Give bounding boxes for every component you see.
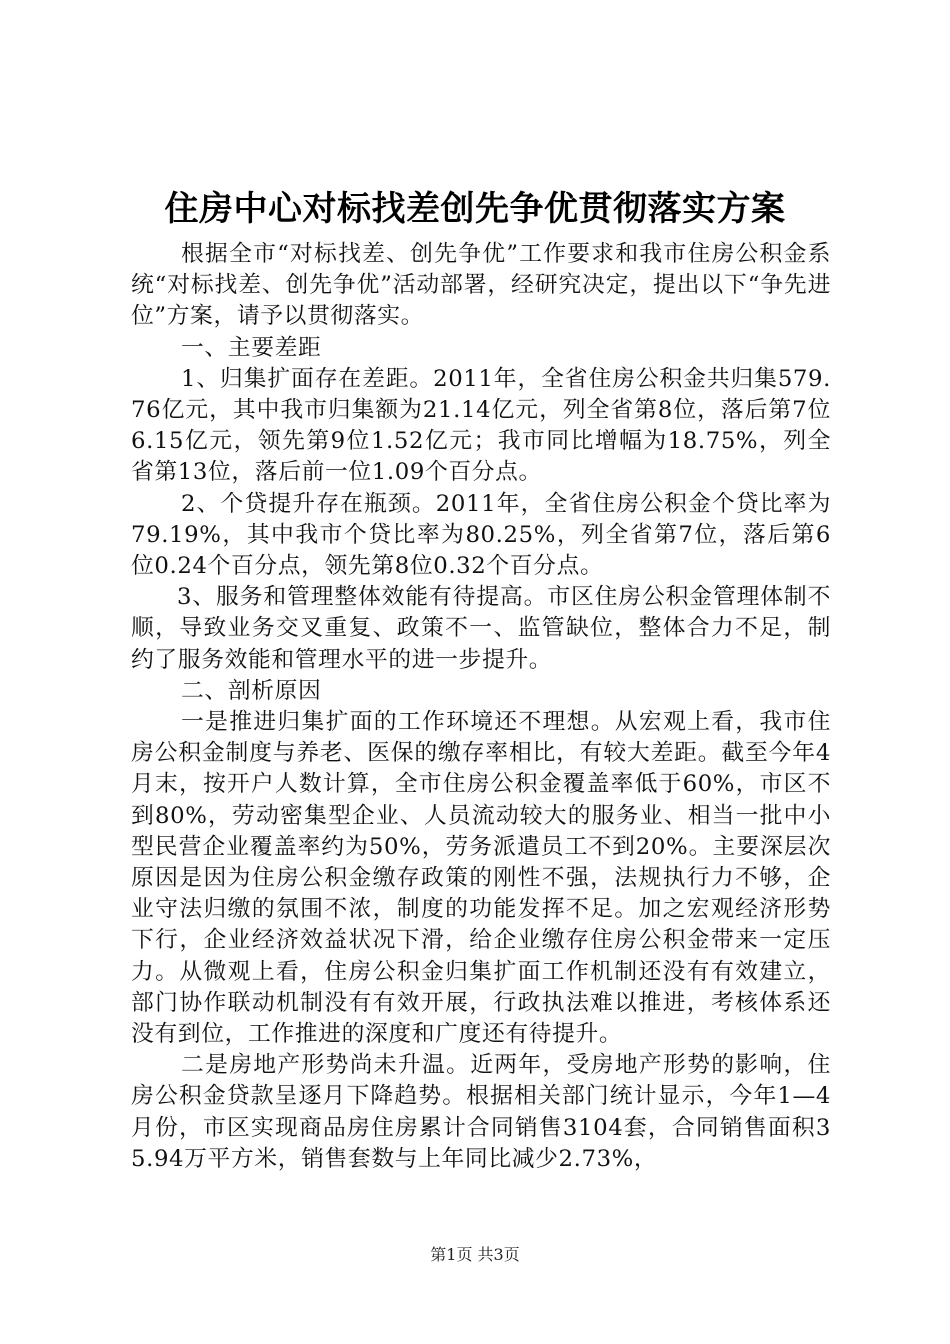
cause-paragraph-environment: 一是推进归集扩面的工作环境还不理想。从宏观上看，我市住房公积金制度与养老、医保的缴存率相比，有较大差距。截至今年4月末，按开户人数计算，全市住房公积金覆盖率低于60%，市区不到80%，劳动密集型企业、人员流动较大的服务业、相当一批中小型民营企业覆盖率约为50%，劳务派遣员工不到20%。主要深层次原因是因为住房公积金缴存政策的刚性不强，法规执行力不够，企业守法归缴的氛围不浓，制度的功能发挥不足。加之宏观经济形势下行，企业经济效益状况下滑，给企业缴存住房公积金带来一定压力。从微观上看，住房公积金归集扩面工作机制还没有有效建立，部门协作联动机制没有有效开展，行政执法难以推进，考核体系还没有到位，工作推进的深度和广度还有待提升。	[131, 709, 831, 1048]
gap-paragraph-loans: 2、个贷提升存在瓶颈。2011年，全省住房公积金个贷比率为79.19%，其中我市个贷比率为80.25%，列全省第7位，落后第6位0.24个百分点，领先第8位0.32个百分点。	[131, 490, 831, 580]
document-body	[131, 239, 831, 1175]
gap-paragraph-collection: 1、归集扩面存在差距。2011年，全省住房公积金共归集579.76亿元，其中我市归集额为21.14亿元，列全省第8位，落后第7位6.15亿元，领先第9位1.52亿元；我市同比增幅为18.75%，列全省第13位，落后前一位1.09个百分点。	[131, 365, 831, 486]
document-title: 住房中心对标找差创先争优贯彻落实方案	[164, 189, 786, 229]
intro-paragraph: 根据全市“对标找差、创先争优”工作要求和我市住房公积金系统“对标找差、创先争优”活动部署，经研究决定，提出以下“争先进位”方案，请予以贯彻落实。	[131, 241, 831, 330]
cause-paragraph-real-estate: 二是房地产形势尚未升温。近两年，受房地产形势的影响，住房公积金贷款呈逐月下降趋势。根据相关部门统计显示，今年1—4月份，市区实现商品房住房累计合同销售3104套，合同销售面积35.94万平方米，销售套数与上年同比减少2.73%，	[131, 1052, 831, 1172]
section-heading-causes: 二、剖析原因	[181, 677, 322, 704]
page-indicator: 第1页 共3页	[430, 1245, 520, 1264]
gap-paragraph-service: 3、服务和管理整体效能有待提高。市区住房公积金管理体制不顺，导致业务交叉重复、政策不一、监管缺位，整体合力不足，制约了服务效能和管理水平的进一步提升。	[131, 584, 831, 673]
section-heading-gaps: 一、主要差距	[181, 334, 322, 361]
